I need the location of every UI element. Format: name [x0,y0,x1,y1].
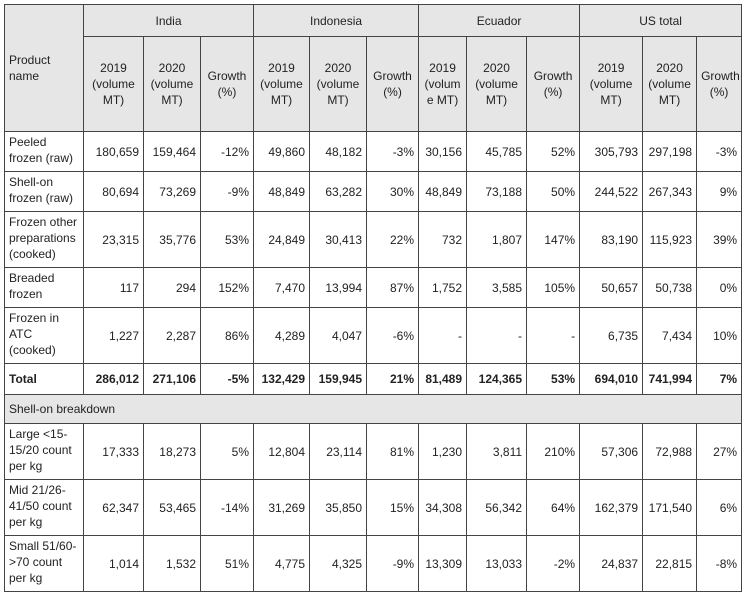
cell-ecuador-2019: - [419,308,467,364]
cell-ecuador-2020: 56,342 [467,480,527,536]
cell-us-total-2020: 50,738 [643,268,697,308]
cell-us-total-2019: 6,735 [580,308,643,364]
cell-us-total-2020: 171,540 [643,480,697,536]
cell-indonesia-2020: 4,325 [310,536,367,592]
cell-us-total-growth: -8% [697,536,742,592]
cell-ecuador-2019: 34,308 [419,480,467,536]
cell-indonesia-2019: 132,429 [254,364,310,395]
section-label: Shell-on breakdown [5,395,742,424]
cell-us-total-growth: 0% [697,268,742,308]
cell-us-total-growth: 6% [697,480,742,536]
cell-india-2019: 1,227 [84,308,144,364]
cell-us-total-growth: 10% [697,308,742,364]
row-label: Large <15- 15/20 count per kg [5,424,84,480]
row-label: Small 51/60- >70 count per kg [5,536,84,592]
cell-us-total-growth: 7% [697,364,742,395]
region-header-india: India [84,5,254,37]
cell-us-total-2020: 115,923 [643,212,697,268]
cell-indonesia-2019: 7,470 [254,268,310,308]
row-label: Breaded frozen [5,268,84,308]
table-row [5,212,742,268]
cell-india-growth: -12% [201,132,254,172]
subheader-india-growth: Growth (%) [201,37,254,132]
row-label: Shell-on frozen (raw) [5,172,84,212]
cell-ecuador-growth: -2% [527,536,580,592]
region-header-row [5,5,742,37]
cell-indonesia-2020: 13,994 [310,268,367,308]
cell-indonesia-2020: 23,114 [310,424,367,480]
cell-ecuador-growth: 53% [527,364,580,395]
cell-india-2019: 80,694 [84,172,144,212]
subheader-us-total-2019: 2019 (volume MT) [580,37,643,132]
cell-india-2019: 62,347 [84,480,144,536]
cell-us-total-2020: 22,815 [643,536,697,592]
cell-us-total-growth: 39% [697,212,742,268]
cell-us-total-2019: 24,837 [580,536,643,592]
table-body [5,132,742,592]
cell-indonesia-growth: -9% [367,536,419,592]
row-label: Frozen in ATC (cooked) [5,308,84,364]
cell-us-total-2020: 72,988 [643,424,697,480]
cell-us-total-growth: 9% [697,172,742,212]
breakdown-row [5,424,742,480]
cell-us-total-2019: 694,010 [580,364,643,395]
subheader-us-total-2020: 2020 (volume MT) [643,37,697,132]
cell-us-total-2019: 162,379 [580,480,643,536]
cell-ecuador-growth: - [527,308,580,364]
product-name-header: Product name [5,5,84,132]
table-row [5,308,742,364]
cell-us-total-2020: 7,434 [643,308,697,364]
cell-ecuador-2020: 45,785 [467,132,527,172]
cell-india-2020: 271,106 [144,364,201,395]
row-label: Mid 21/26- 41/50 count per kg [5,480,84,536]
cell-ecuador-2019: 1,752 [419,268,467,308]
cell-india-2020: 1,532 [144,536,201,592]
cell-india-2019: 1,014 [84,536,144,592]
subheader-ecuador-2020: 2020 (volume MT) [467,37,527,132]
cell-indonesia-growth: 21% [367,364,419,395]
cell-ecuador-2020: 13,033 [467,536,527,592]
cell-india-2020: 35,776 [144,212,201,268]
cell-india-2019: 180,659 [84,132,144,172]
row-label: Peeled frozen (raw) [5,132,84,172]
cell-indonesia-growth: -3% [367,132,419,172]
cell-india-2019: 23,315 [84,212,144,268]
cell-india-growth: -5% [201,364,254,395]
cell-us-total-2019: 50,657 [580,268,643,308]
cell-ecuador-2020: 1,807 [467,212,527,268]
cell-us-total-2019: 244,522 [580,172,643,212]
region-header-ecuador: Ecuador [419,5,580,37]
cell-india-growth: 152% [201,268,254,308]
cell-us-total-growth: -3% [697,132,742,172]
cell-ecuador-growth: 105% [527,268,580,308]
cell-india-growth: 53% [201,212,254,268]
cell-india-2019: 117 [84,268,144,308]
cell-ecuador-growth: 147% [527,212,580,268]
cell-india-growth: -14% [201,480,254,536]
cell-indonesia-growth: -6% [367,308,419,364]
cell-ecuador-2019: 732 [419,212,467,268]
cell-india-2020: 18,273 [144,424,201,480]
cell-indonesia-growth: 30% [367,172,419,212]
cell-ecuador-growth: 50% [527,172,580,212]
subheader-india-2019: 2019 (volume MT) [84,37,144,132]
cell-india-growth: 86% [201,308,254,364]
subheader-row [5,37,742,132]
cell-indonesia-growth: 81% [367,424,419,480]
cell-ecuador-2020: 3,811 [467,424,527,480]
cell-ecuador-2019: 13,309 [419,536,467,592]
cell-us-total-2020: 741,994 [643,364,697,395]
cell-india-2020: 159,464 [144,132,201,172]
cell-ecuador-2019: 30,156 [419,132,467,172]
cell-ecuador-growth: 52% [527,132,580,172]
subheader-ecuador-growth: Growth (%) [527,37,580,132]
row-label: Frozen other preparations (cooked) [5,212,84,268]
cell-india-2019: 17,333 [84,424,144,480]
total-row [5,364,742,395]
cell-india-2019: 286,012 [84,364,144,395]
table-row [5,172,742,212]
breakdown-row [5,480,742,536]
cell-indonesia-2019: 12,804 [254,424,310,480]
region-header-us-total: US total [580,5,742,37]
cell-india-2020: 73,269 [144,172,201,212]
cell-ecuador-2020: - [467,308,527,364]
cell-india-2020: 53,465 [144,480,201,536]
region-header-indonesia: Indonesia [254,5,419,37]
cell-indonesia-2020: 48,182 [310,132,367,172]
cell-india-growth: 51% [201,536,254,592]
cell-indonesia-2019: 31,269 [254,480,310,536]
subheader-india-2020: 2020 (volume MT) [144,37,201,132]
cell-indonesia-2020: 30,413 [310,212,367,268]
cell-us-total-2019: 83,190 [580,212,643,268]
row-label: Total [5,364,84,395]
cell-indonesia-2019: 4,775 [254,536,310,592]
cell-indonesia-growth: 22% [367,212,419,268]
section-row [5,395,742,424]
shrimp-import-volume-table [4,4,742,592]
cell-indonesia-growth: 87% [367,268,419,308]
cell-indonesia-2020: 4,047 [310,308,367,364]
subheader-indonesia-2020: 2020 (volume MT) [310,37,367,132]
cell-indonesia-2019: 4,289 [254,308,310,364]
cell-india-2020: 2,287 [144,308,201,364]
breakdown-row [5,536,742,592]
cell-ecuador-2020: 3,585 [467,268,527,308]
cell-indonesia-2020: 63,282 [310,172,367,212]
subheader-ecuador-2019: 2019 (volum e MT) [419,37,467,132]
subheader-us-total-growth: Growth (%) [697,37,742,132]
cell-us-total-2020: 267,343 [643,172,697,212]
subheader-indonesia-growth: Growth (%) [367,37,419,132]
cell-indonesia-2020: 159,945 [310,364,367,395]
cell-ecuador-growth: 210% [527,424,580,480]
cell-us-total-2019: 57,306 [580,424,643,480]
cell-us-total-2020: 297,198 [643,132,697,172]
cell-indonesia-2020: 35,850 [310,480,367,536]
cell-ecuador-2019: 48,849 [419,172,467,212]
cell-us-total-2019: 305,793 [580,132,643,172]
table-row [5,132,742,172]
cell-india-growth: -9% [201,172,254,212]
cell-india-growth: 5% [201,424,254,480]
cell-indonesia-2019: 24,849 [254,212,310,268]
cell-ecuador-growth: 64% [527,480,580,536]
table-row [5,268,742,308]
cell-indonesia-2019: 49,860 [254,132,310,172]
cell-ecuador-2019: 81,489 [419,364,467,395]
cell-indonesia-2019: 48,849 [254,172,310,212]
cell-ecuador-2020: 124,365 [467,364,527,395]
cell-indonesia-growth: 15% [367,480,419,536]
cell-ecuador-2019: 1,230 [419,424,467,480]
subheader-indonesia-2019: 2019 (volume MT) [254,37,310,132]
cell-ecuador-2020: 73,188 [467,172,527,212]
cell-india-2020: 294 [144,268,201,308]
cell-us-total-growth: 27% [697,424,742,480]
